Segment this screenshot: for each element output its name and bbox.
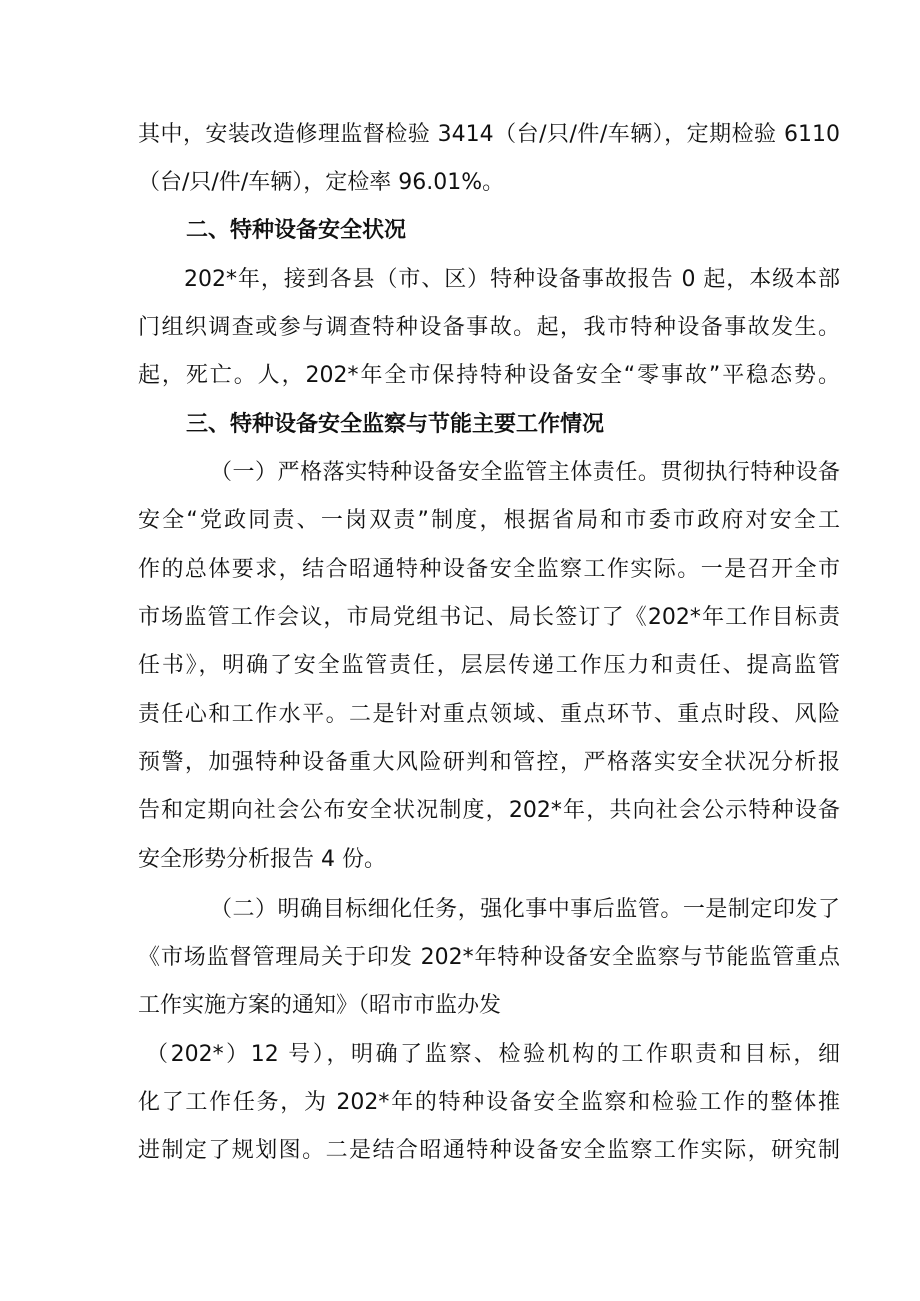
paragraph-line: 市场监管工作会议，市局党组书记、局长签订了《202*年工作目标责 xyxy=(138,605,840,630)
paragraph-line: 预警，加强特种设备重大风险研判和管控，严格落实安全状况分析报 xyxy=(138,750,840,775)
paragraph-line: （一）严格落实特种设备安全监管主体责任。贯彻执行特种设备 xyxy=(210,460,840,485)
paragraph-line: 安全形势分析报告 4 份。 xyxy=(138,847,386,872)
paragraph-line: 202*年，接到各县（市、区）特种设备事故报告 0 起，本级本部 xyxy=(184,267,840,292)
paragraph-line: 进制定了规划图。二是结合昭通特种设备安全监察工作实际，研究制 xyxy=(138,1138,840,1163)
section-heading: 二、特种设备安全状况 xyxy=(186,218,407,243)
paragraph-line: 门组织调查或参与调查特种设备事故。起，我市特种设备事故发生。 xyxy=(138,315,840,340)
paragraph-line: 起，死亡。人，202*年全市保持特种设备安全“零事故”平稳态势。 xyxy=(138,363,840,388)
paragraph-line: 任书》，明确了安全监管责任，层层传递工作压力和责任、提高监管 xyxy=(138,653,840,678)
paragraph-line: 作的总体要求，结合昭通特种设备安全监察工作实际。一是召开全市 xyxy=(138,557,840,582)
paragraph-line: 其中，安装改造修理监督检验 3414（台/只/件/车辆），定期检验 6110 xyxy=(138,122,840,147)
paragraph-line: 告和定期向社会公布安全状况制度，202*年，共向社会公示特种设备 xyxy=(138,798,840,823)
paragraph-line: 责任心和工作水平。二是针对重点领域、重点环节、重点时段、风险 xyxy=(138,702,840,727)
section-heading: 三、特种设备安全监察与节能主要工作情况 xyxy=(186,412,605,437)
paragraph-line: 工作实施方案的通知》（昭市市监办发 xyxy=(138,993,502,1018)
paragraph-line: （台/只/件/车辆），定检率 96.01%。 xyxy=(138,170,505,195)
paragraph-line: 化了工作任务，为 202*年的特种设备安全监察和检验工作的整体推 xyxy=(138,1090,840,1115)
paragraph-line: 安全“党政同责、一岗双责”制度，根据省局和市委市政府对安全工 xyxy=(138,508,840,533)
paragraph-line: （202*）12 号），明确了监察、检验机构的工作职责和目标，细 xyxy=(146,1042,840,1067)
paragraph-line: 《市场监督管理局关于印发 202*年特种设备安全监察与节能监管重点 xyxy=(138,945,840,970)
paragraph-line: （二）明确目标细化任务，强化事中事后监管。一是制定印发了 xyxy=(210,897,840,922)
